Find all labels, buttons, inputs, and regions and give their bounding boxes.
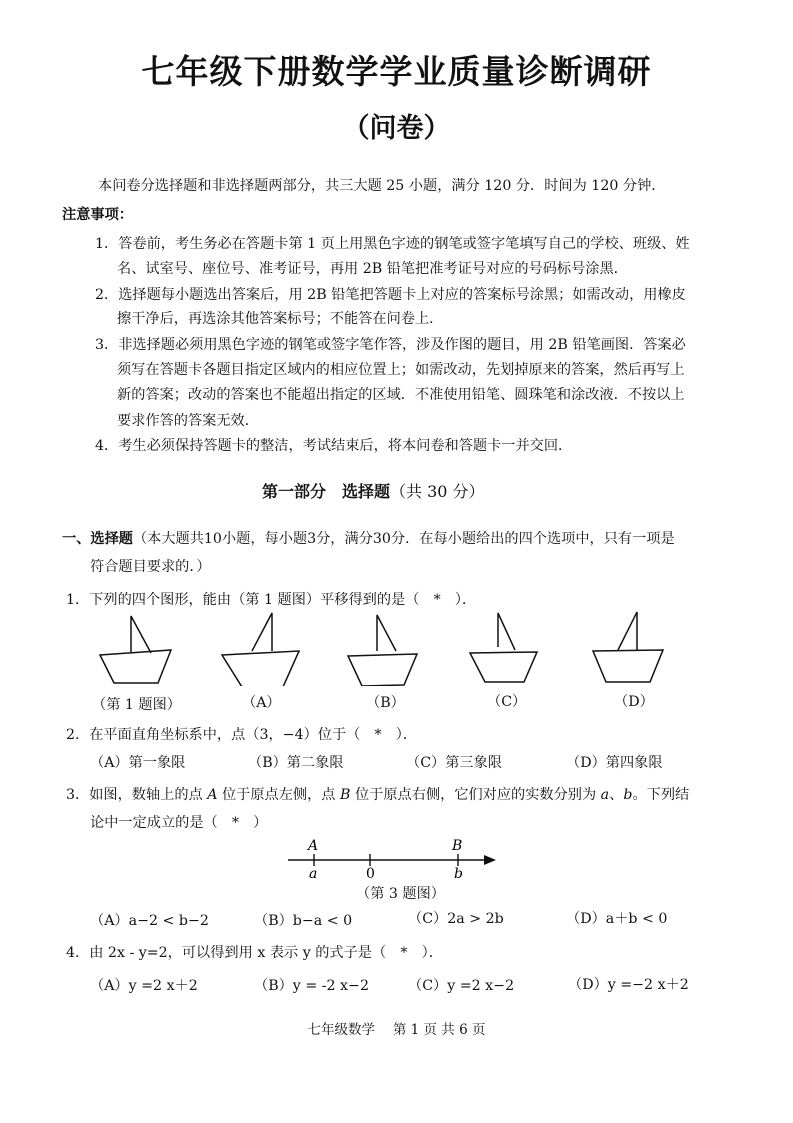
notice-line: 2．选择题每小题选出答案后，用 2B 铅笔把答题卡上对应的答案标号涂黑；如需改动，用橡皮 [95, 287, 686, 303]
section-heading-rest: （本大题共10小题，每小题3分，满分30分．在每小题给出的四个选项中，只有一项是 [132, 531, 675, 547]
q1-stem: 1．下列的四个图形，能由（第 1 题图）平移得到的是（ * ）． [66, 592, 477, 608]
q4-stem: 4．由 2x - y=2，可以得到用 x 表示 y 的式子是（ * ）． [66, 945, 443, 961]
q3-caption: （第 3 题图） [356, 886, 445, 902]
q3-stem-text: 3．如图，数轴上的点 [66, 787, 208, 803]
label-point-b: B [452, 838, 463, 854]
boat-figure-a [222, 613, 299, 686]
page-footer: 七年级数学 第 1 页 共 6 页 [307, 1022, 486, 1038]
boat-figure-reference [100, 616, 171, 683]
section-heading-bold: 一、选择题 [62, 531, 133, 547]
q4-option-b: （B）y = -2 x−2 [254, 978, 369, 994]
boat-figure-b [348, 615, 417, 686]
section-heading-line2: 符合题目要求的．） [90, 559, 211, 575]
q1-caption-figure: （第 1 题图） [92, 697, 181, 713]
notice-heading: 注意事项： [62, 207, 133, 223]
page-title: 七年级下册数学学业质量诊断调研 [141, 52, 652, 91]
q1-caption-b: （B） [366, 695, 405, 711]
page-subtitle: （问卷） [342, 113, 451, 144]
q1-caption-d: （D） [614, 694, 654, 710]
q3-stem-text: 位于原点左侧，点 [217, 787, 341, 803]
q1-caption-c: （C） [487, 694, 527, 710]
q4-option-d: （D）y =−2 x＋2 [568, 977, 689, 993]
notice-line: 1．答卷前，考生务必在答题卡第 1 页上用黑色字迹的钢笔或签字笔填写自己的学校、班级、姓 [95, 236, 690, 252]
notice-line: 要求作答的答案无效． [117, 413, 259, 429]
label-value-b: b [454, 866, 463, 881]
arrow-icon [484, 855, 496, 865]
q4-option-c: （C）y =2 x−2 [408, 978, 515, 994]
label-origin: 0 [366, 866, 375, 881]
part-title [262, 479, 485, 502]
q3-stem-line2: 论中一定成立的是（ * ） [90, 815, 268, 831]
label-value-a: a [309, 866, 318, 881]
boat-figure-d [593, 612, 663, 682]
q4-option-a: （A）y =2 x＋2 [90, 978, 198, 994]
q3-var-a: a [600, 787, 610, 803]
notice-line: 4．考生必须保持答题卡的整洁，考试结束后，将本问卷和答题卡一并交回． [95, 438, 573, 454]
q3-point-a: A [207, 787, 218, 803]
q3-option-d: （D）a＋b < 0 [566, 911, 668, 927]
number-line [280, 836, 510, 881]
notice-line: 擦干净后，再选涂其他答案标号；不能答在问卷上． [117, 311, 444, 327]
notice-line: 3．非选择题必须用黑色字迹的钢笔或签字笔作答，涉及作图的题目，用 2B 铅笔画图．答案必 [95, 337, 686, 353]
boat-figure-c [470, 613, 537, 682]
q2-option-b: （B）第二象限 [248, 755, 344, 771]
intro-text: 本问卷分选择题和非选择题两部分，共三大题 25 小题，满分 120 分．时间为 120 分钟． [98, 178, 666, 194]
part-title-main: 第一部分 选择题 [262, 482, 391, 501]
q3-point-b: B [340, 787, 351, 803]
notice-line: 名、试室号、座位号、准考证号，再用 2B 铅笔把准考证号对应的号码标号涂黑． [117, 261, 628, 277]
q3-option-a: （A）a−2 < b−2 [90, 913, 209, 929]
notice-line: 新的答案；改动的答案也不能超出指定的区域．不准使用铅笔、圆珠笔和涂改液．不按以上 [117, 387, 685, 403]
q2-option-c: （C）第三象限 [406, 755, 502, 771]
q1-caption-a: （A） [242, 695, 281, 711]
q3-stem-text: 位于原点右侧，它们对应的实数分别为 [350, 787, 601, 803]
section-heading [62, 528, 675, 548]
q2-option-a: （A）第一象限 [90, 755, 186, 771]
q3-stem [66, 784, 689, 804]
q1-figures [0, 608, 793, 686]
label-point-a: A [308, 838, 319, 854]
q3-option-b: （B）b−a < 0 [254, 913, 353, 929]
q3-sep: 、 [609, 787, 624, 803]
q3-option-c: （C）2a > 2b [408, 911, 504, 927]
q2-option-d: （D）第四象限 [566, 755, 663, 771]
notice-line: 须写在答题卡各题目指定区域内的相应位置上；如需改动，先划掉原来的答案，然后再写上 [117, 362, 685, 378]
q2-stem: 2．在平面直角坐标系中，点（3，−4）位于（ * ）． [66, 727, 418, 743]
q3-var-b: b [623, 787, 633, 803]
q3-stem-text: 。下列结 [632, 787, 690, 803]
part-title-score: （共 30 分） [390, 482, 485, 501]
